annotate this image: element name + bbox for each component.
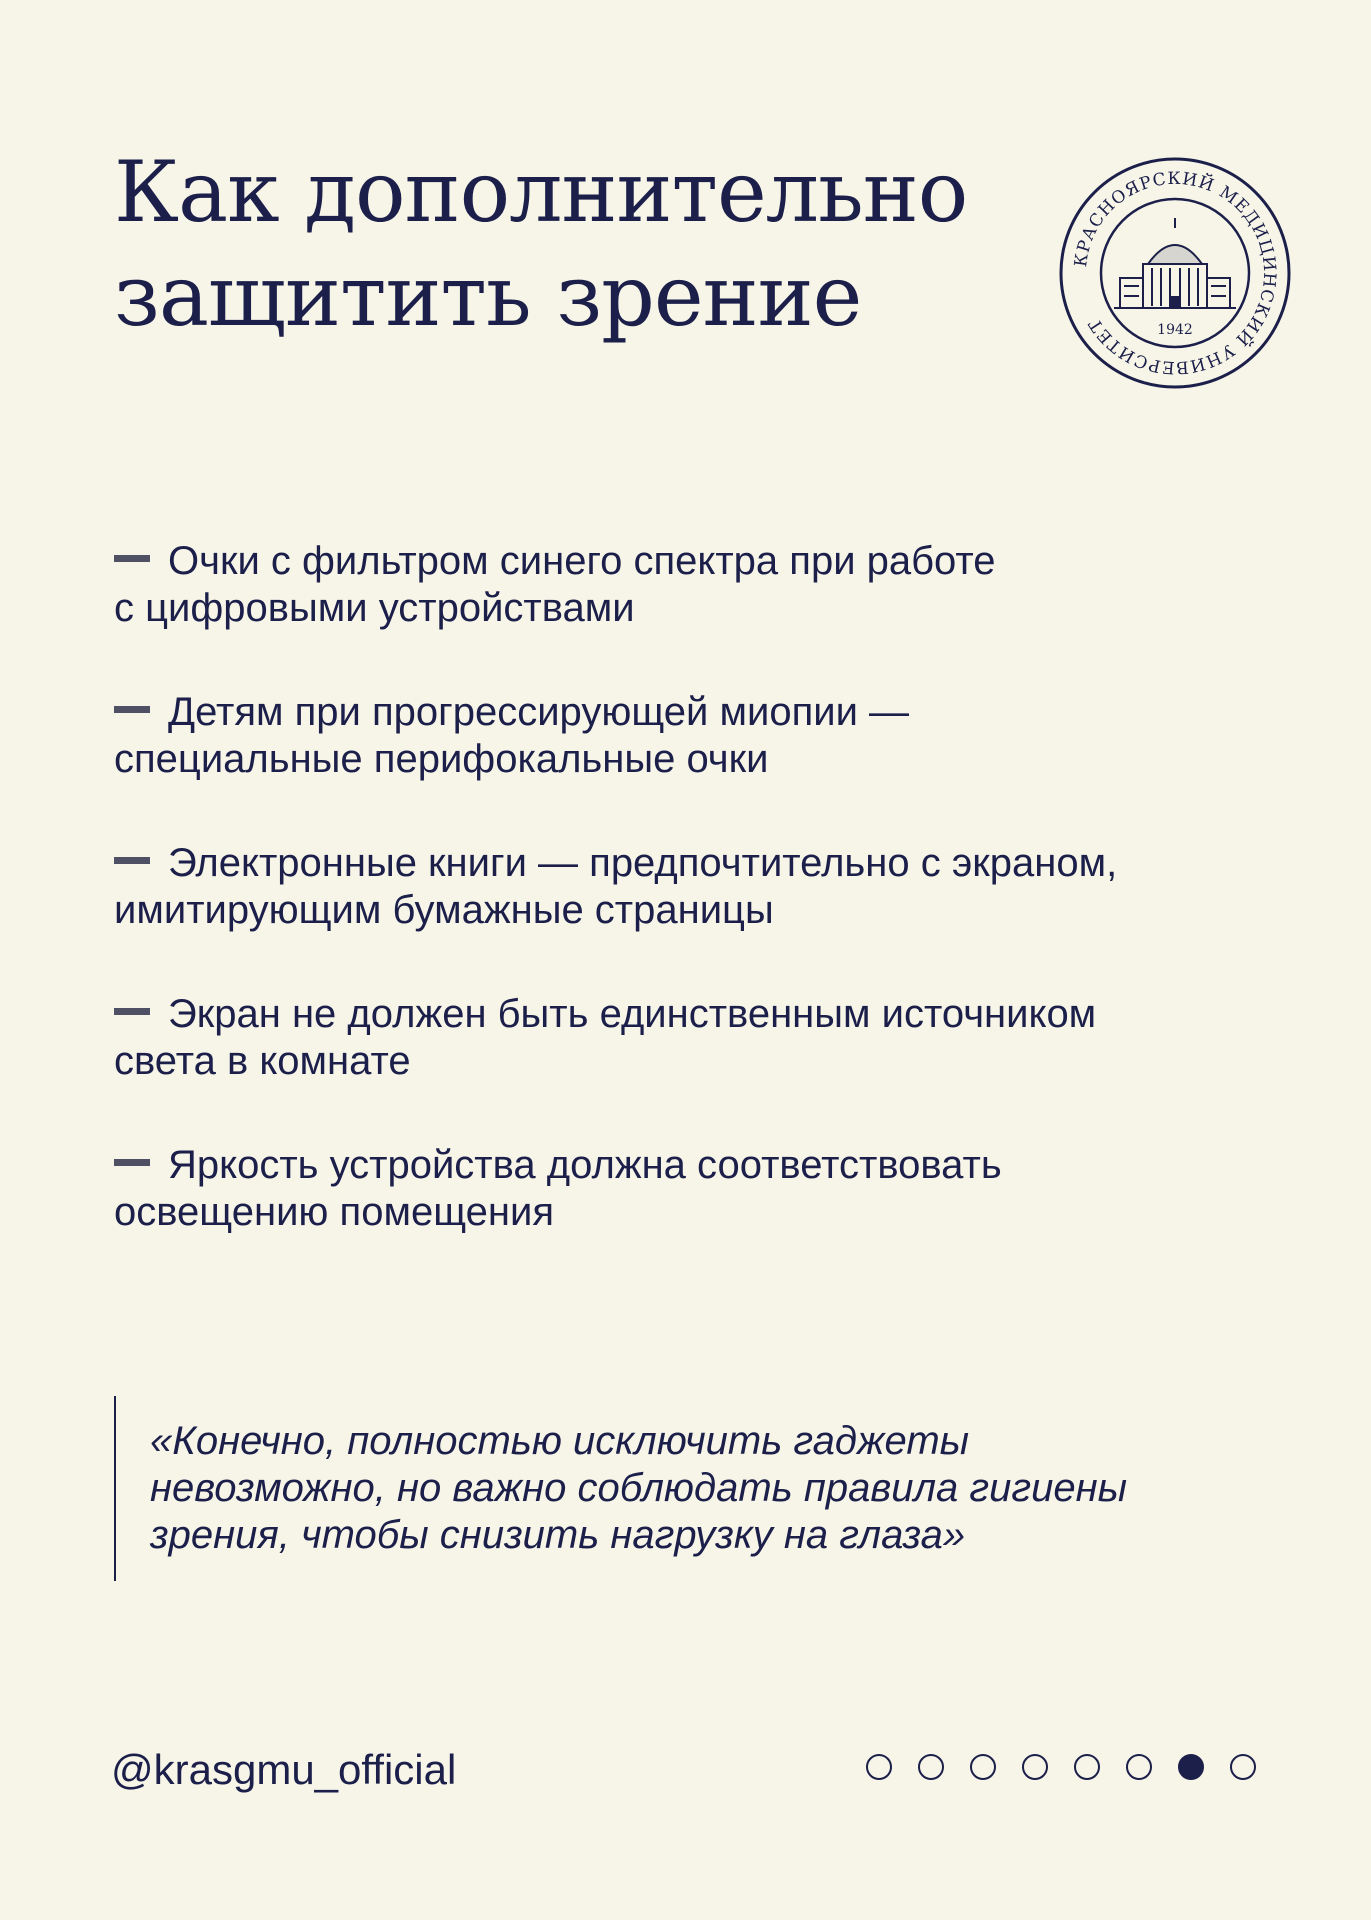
tip-item bbox=[114, 689, 1274, 783]
pagination-dot bbox=[866, 1754, 892, 1780]
tip-line-1: Электронные книги — предпочтительно с экраном, bbox=[168, 841, 1118, 885]
page-title-line-1: Как дополнительно bbox=[114, 143, 968, 241]
tip-line-1: Детям при прогрессирующей миопии — bbox=[168, 690, 910, 734]
quote-divider bbox=[114, 1396, 116, 1581]
tip-line-1: Яркость устройства должна соответствовать bbox=[168, 1143, 1002, 1187]
dash-bullet-icon bbox=[114, 555, 150, 562]
tip-line-2: имитирующим бумажные страницы bbox=[114, 888, 774, 932]
tip-item bbox=[114, 1142, 1274, 1236]
tips-list bbox=[114, 538, 1274, 1293]
social-handle: @krasgmu_official bbox=[111, 1746, 457, 1793]
pagination-dot bbox=[1126, 1754, 1152, 1780]
tip-line-1: Очки с фильтром синего спектра при работе bbox=[168, 539, 996, 583]
quote-line-3: зрения, чтобы снизить нагрузку на глаза» bbox=[150, 1513, 966, 1557]
pagination-dot-active bbox=[1178, 1754, 1204, 1780]
pagination-dot bbox=[970, 1754, 996, 1780]
seal-year: 1942 bbox=[1157, 322, 1193, 338]
dash-bullet-icon bbox=[114, 857, 150, 864]
page-title bbox=[114, 140, 967, 348]
quote-line-2: невозможно, но важно соблюдать правила гигиены bbox=[150, 1466, 1128, 1510]
tip-line-1: Экран не должен быть единственным источником bbox=[168, 992, 1097, 1036]
page-title-line-2: защитить зрение bbox=[114, 247, 862, 345]
quote-text bbox=[150, 1418, 1270, 1559]
tip-line-2: с цифровыми устройствами bbox=[114, 586, 635, 630]
tip-item bbox=[114, 840, 1274, 934]
pagination-dot bbox=[1074, 1754, 1100, 1780]
pagination-dot bbox=[1230, 1754, 1256, 1780]
tip-line-2: специальные перифокальные очки bbox=[114, 737, 769, 781]
pagination-dot bbox=[1022, 1754, 1048, 1780]
dash-bullet-icon bbox=[114, 706, 150, 713]
dash-bullet-icon bbox=[114, 1159, 150, 1166]
pagination-dot bbox=[918, 1754, 944, 1780]
tip-line-2: света в комнате bbox=[114, 1039, 411, 1083]
tip-item bbox=[114, 991, 1274, 1085]
dash-bullet-icon bbox=[114, 1008, 150, 1015]
tip-line-2: освещению помещения bbox=[114, 1190, 554, 1234]
pagination-dots bbox=[866, 1754, 1256, 1780]
tip-item bbox=[114, 538, 1274, 632]
quote-line-1: «Конечно, полностью исключить гаджеты bbox=[150, 1419, 970, 1463]
seal-arc-text: КРАСНОЯРСКИЙ МЕДИЦИНСКИЙ УНИВЕРСИТЕТ bbox=[1071, 168, 1280, 378]
university-seal-logo bbox=[1058, 156, 1292, 390]
